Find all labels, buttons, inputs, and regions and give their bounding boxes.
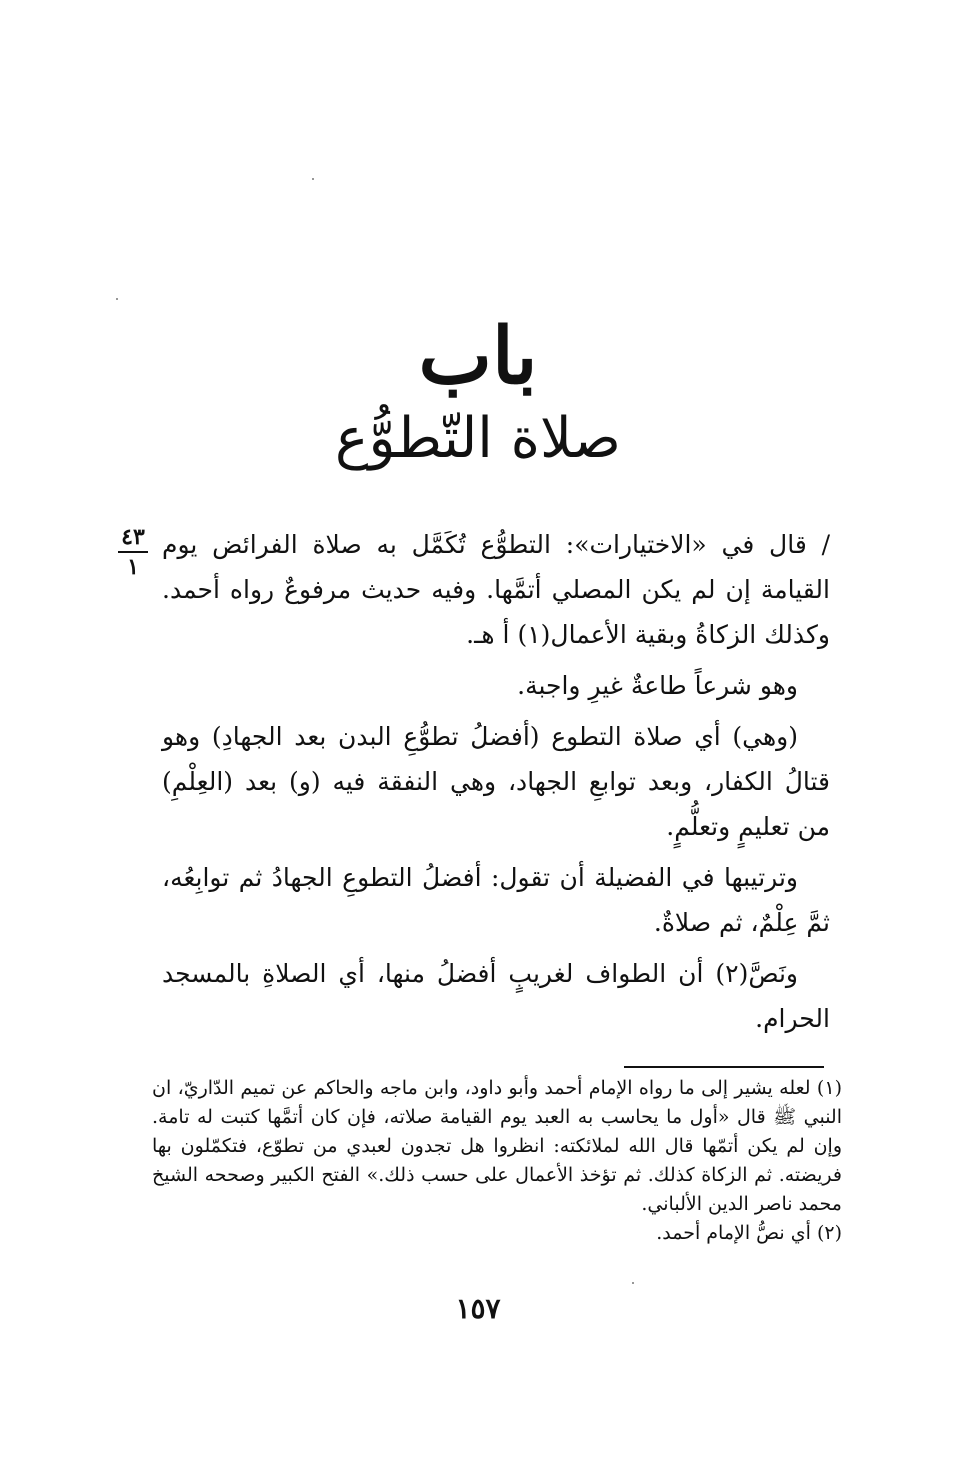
margin-reference [112, 524, 154, 581]
margin-reference-bottom: ١ [127, 554, 139, 581]
footnote-1: (١) لعله يشير إلى ما رواه الإمام أحمد وأبو داود، وابن ماجه والحاكم عن تميم الدّاريّ، ان النبي ﷺ قال «أول ما يحاسب به العبد يوم القيامة صلاته، فإن كان أتمَّها كتبت له تامة. وإن لم يكن أتمّها قال الله لملائكته: انظروا هل تجدون لعبدي من تطوّع، فتكمّلون بها فريضته. ثم الزكاة كذلك. ثم تؤخذ الأعمال على حسب ذلك.» الفتح الكبير وصححه الشيخ محمد ناصر الدين الألباني. [152, 1077, 842, 1215]
scan-speck [312, 178, 314, 180]
footnote-2: (٢) أي نصُّ الإمام أحمد. [656, 1222, 842, 1244]
chapter-heading-word: باب [418, 311, 538, 402]
page-number: ١٥٧ [455, 1292, 501, 1325]
paragraph-2: وهو شرعاً طاعةٌ غيرِ واجبة. [517, 671, 798, 700]
footnote-separator [624, 1066, 824, 1068]
scan-speck [632, 1282, 634, 1284]
main-text [162, 522, 830, 1047]
paragraph-4: وترتيبها في الفضيلة أن تقول: أفضلُ التطوعِ الجهادُ ثم توابِعُه، ثمَّ عِلْمٌ، ثم صلاةٌ. [162, 863, 830, 937]
paragraph-1: / قال في «الاختيارات»: التطوُّع تُكَمَّل به صلاة الفرائض يوم القيامة إن لم يكن المصلي أتمَّها. وفيه حديث مرفوعٌ رواه أحمد. وكذلك الزكاةُ وبقية الأعمال(١) أ هـ. [162, 530, 830, 649]
margin-reference-top: ٤٣ [121, 524, 145, 550]
paragraph-3: (وهي) أي صلاة التطوع (أفضلُ تطوُّعِ البدن بعد الجهادِ) وهو قتالُ الكفار، وبعد توابعِ الجهاد، وهي النفقة فيه (و) بعد (العِلْمِ) من تعليمٍ وتعلُّمٍ. [162, 722, 830, 841]
footnotes [152, 1074, 842, 1248]
paragraph-5: ونَصَّ(٢) أن الطواف لغريبٍ أفضلُ منها، أي الصلاةِ بالمسجد الحرام. [162, 959, 830, 1033]
margin-reference-divider [118, 551, 148, 553]
chapter-title: صلاة التّطوُّع [335, 406, 621, 471]
scan-speck [116, 298, 118, 300]
